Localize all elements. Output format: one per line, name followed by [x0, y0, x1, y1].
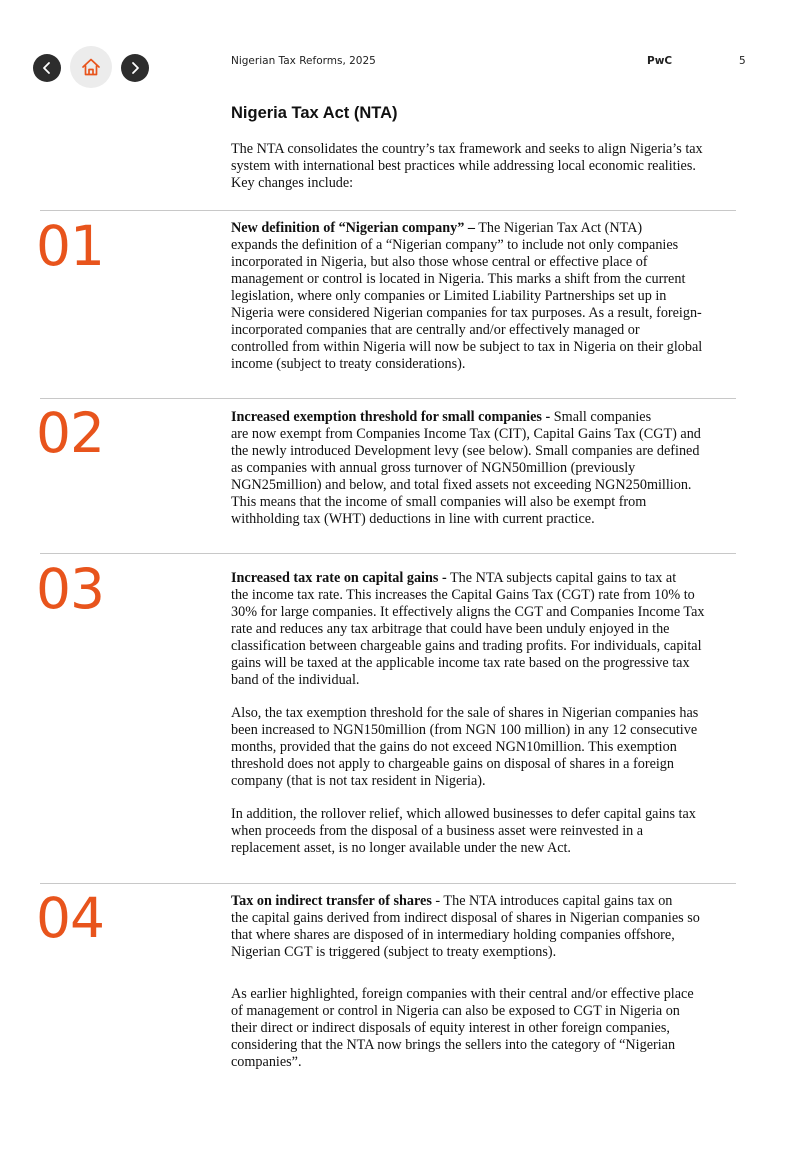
section-divider [40, 210, 736, 211]
section-number: 03 [36, 557, 104, 621]
section-paragraph [231, 570, 746, 689]
home-button[interactable] [70, 46, 112, 88]
section-number: 01 [36, 214, 104, 278]
home-icon [80, 56, 102, 78]
document-title: Nigerian Tax Reforms, 2025 [231, 55, 376, 67]
section-divider [40, 553, 736, 554]
section-number: 04 [36, 886, 104, 950]
chevron-right-icon [128, 61, 142, 75]
section-lead: Tax on indirect transfer of shares [231, 893, 432, 909]
section-lead: Increased tax rate on capital gains - [231, 570, 447, 586]
section-number: 02 [36, 401, 104, 465]
section-divider [40, 883, 736, 884]
section-paragraph [231, 409, 746, 528]
section-text: The NTA subjects capital gains to tax at the income tax rate. This increases the Capital Gains Tax (CGT) rate from 10% to 30% for large companies. It effectively aligns the CGT and Companies Income Tax rate and reduces any tax arbitrage that could have been unduly enjoyed in the classification between chargeable gains and trading profits. For individuals, capital gains will be taxed at the applicable income tax rate based on the progressive tax band of the individual. [231, 570, 705, 688]
section-paragraph [231, 220, 746, 373]
section-paragraph: Also, the tax exemption threshold for the sale of shares in Nigerian companies has been increased to NGN150million (from NGN 100 million) in any 12 consecutive months, provided that the gains do not exceed NGN10million. This exemption threshold does not apply to chargeable gains on disposal of shares in a foreign company (that is not tax resident in Nigeria). [231, 705, 699, 789]
section-paragraph [231, 893, 746, 961]
section-text: Small companies are now exempt from Companies Income Tax (CIT), Capital Gains Tax (CGT) and the newly introduced Development levy (see below). Small companies are defined as companies with annual gross turnover of NGN50million (previously NGN25million) and below, and total fixed assets not exceeding NGN250million. This means that the income of small companies will also be exempt from withholding tax (WHT) deductions in line with current practice. [231, 409, 701, 527]
intro-paragraph: The NTA consolidates the country’s tax framework and seeks to align Nigeria’s tax system with international best practices while addressing local economic realities. Key changes include: [231, 141, 703, 191]
section-paragraph: As earlier highlighted, foreign companies with their central and/or effective place of management or control in Nigeria can also be exposed to CGT in Nigeria on their direct or indirect disposals of equity interest in other foreign companies, considering that the NTA now brings the sellers into the category of “Nigerian companies”. [231, 986, 694, 1070]
section-lead: New definition of “Nigerian company” – [231, 220, 475, 236]
brand-name: PwC [647, 55, 673, 67]
page-title: Nigeria Tax Act (NTA) [231, 104, 398, 122]
section-text: - The NTA introduces capital gains tax on the capital gains derived from indirect disposal of shares in Nigerian companies so that where shares are disposed of in intermediary holding companies offshore, Nigerian CGT is triggered (subject to treaty exemptions). [231, 893, 700, 960]
section-divider [40, 398, 736, 399]
chevron-left-icon [40, 61, 54, 75]
section-text: The Nigerian Tax Act (NTA) expands the definition of a “Nigerian company” to include not only companies incorporated in Nigeria, but also those whose central or effective place of management or control is located in Nigeria. This marks a shift from the current legislation, where only companies or Limited Liability Partnerships set up in Nigeria were considered Nigerian companies for tax purposes. As a result, foreign- incorporated companies that are centrally and/or effectively managed or controlled from within Nigeria will now be subject to tax in Nigeria on their global income (subject to treaty considerations). [231, 220, 703, 372]
section-lead: Increased exemption threshold for small companies - [231, 409, 551, 425]
next-page-button[interactable] [121, 54, 149, 82]
section-paragraph: In addition, the rollover relief, which allowed businesses to defer capital gains tax when proceeds from the disposal of a business asset were reinvested in a replacement asset, is no longer available under the new Act. [231, 806, 696, 856]
page-number: 5 [739, 55, 746, 67]
previous-page-button[interactable] [33, 54, 61, 82]
